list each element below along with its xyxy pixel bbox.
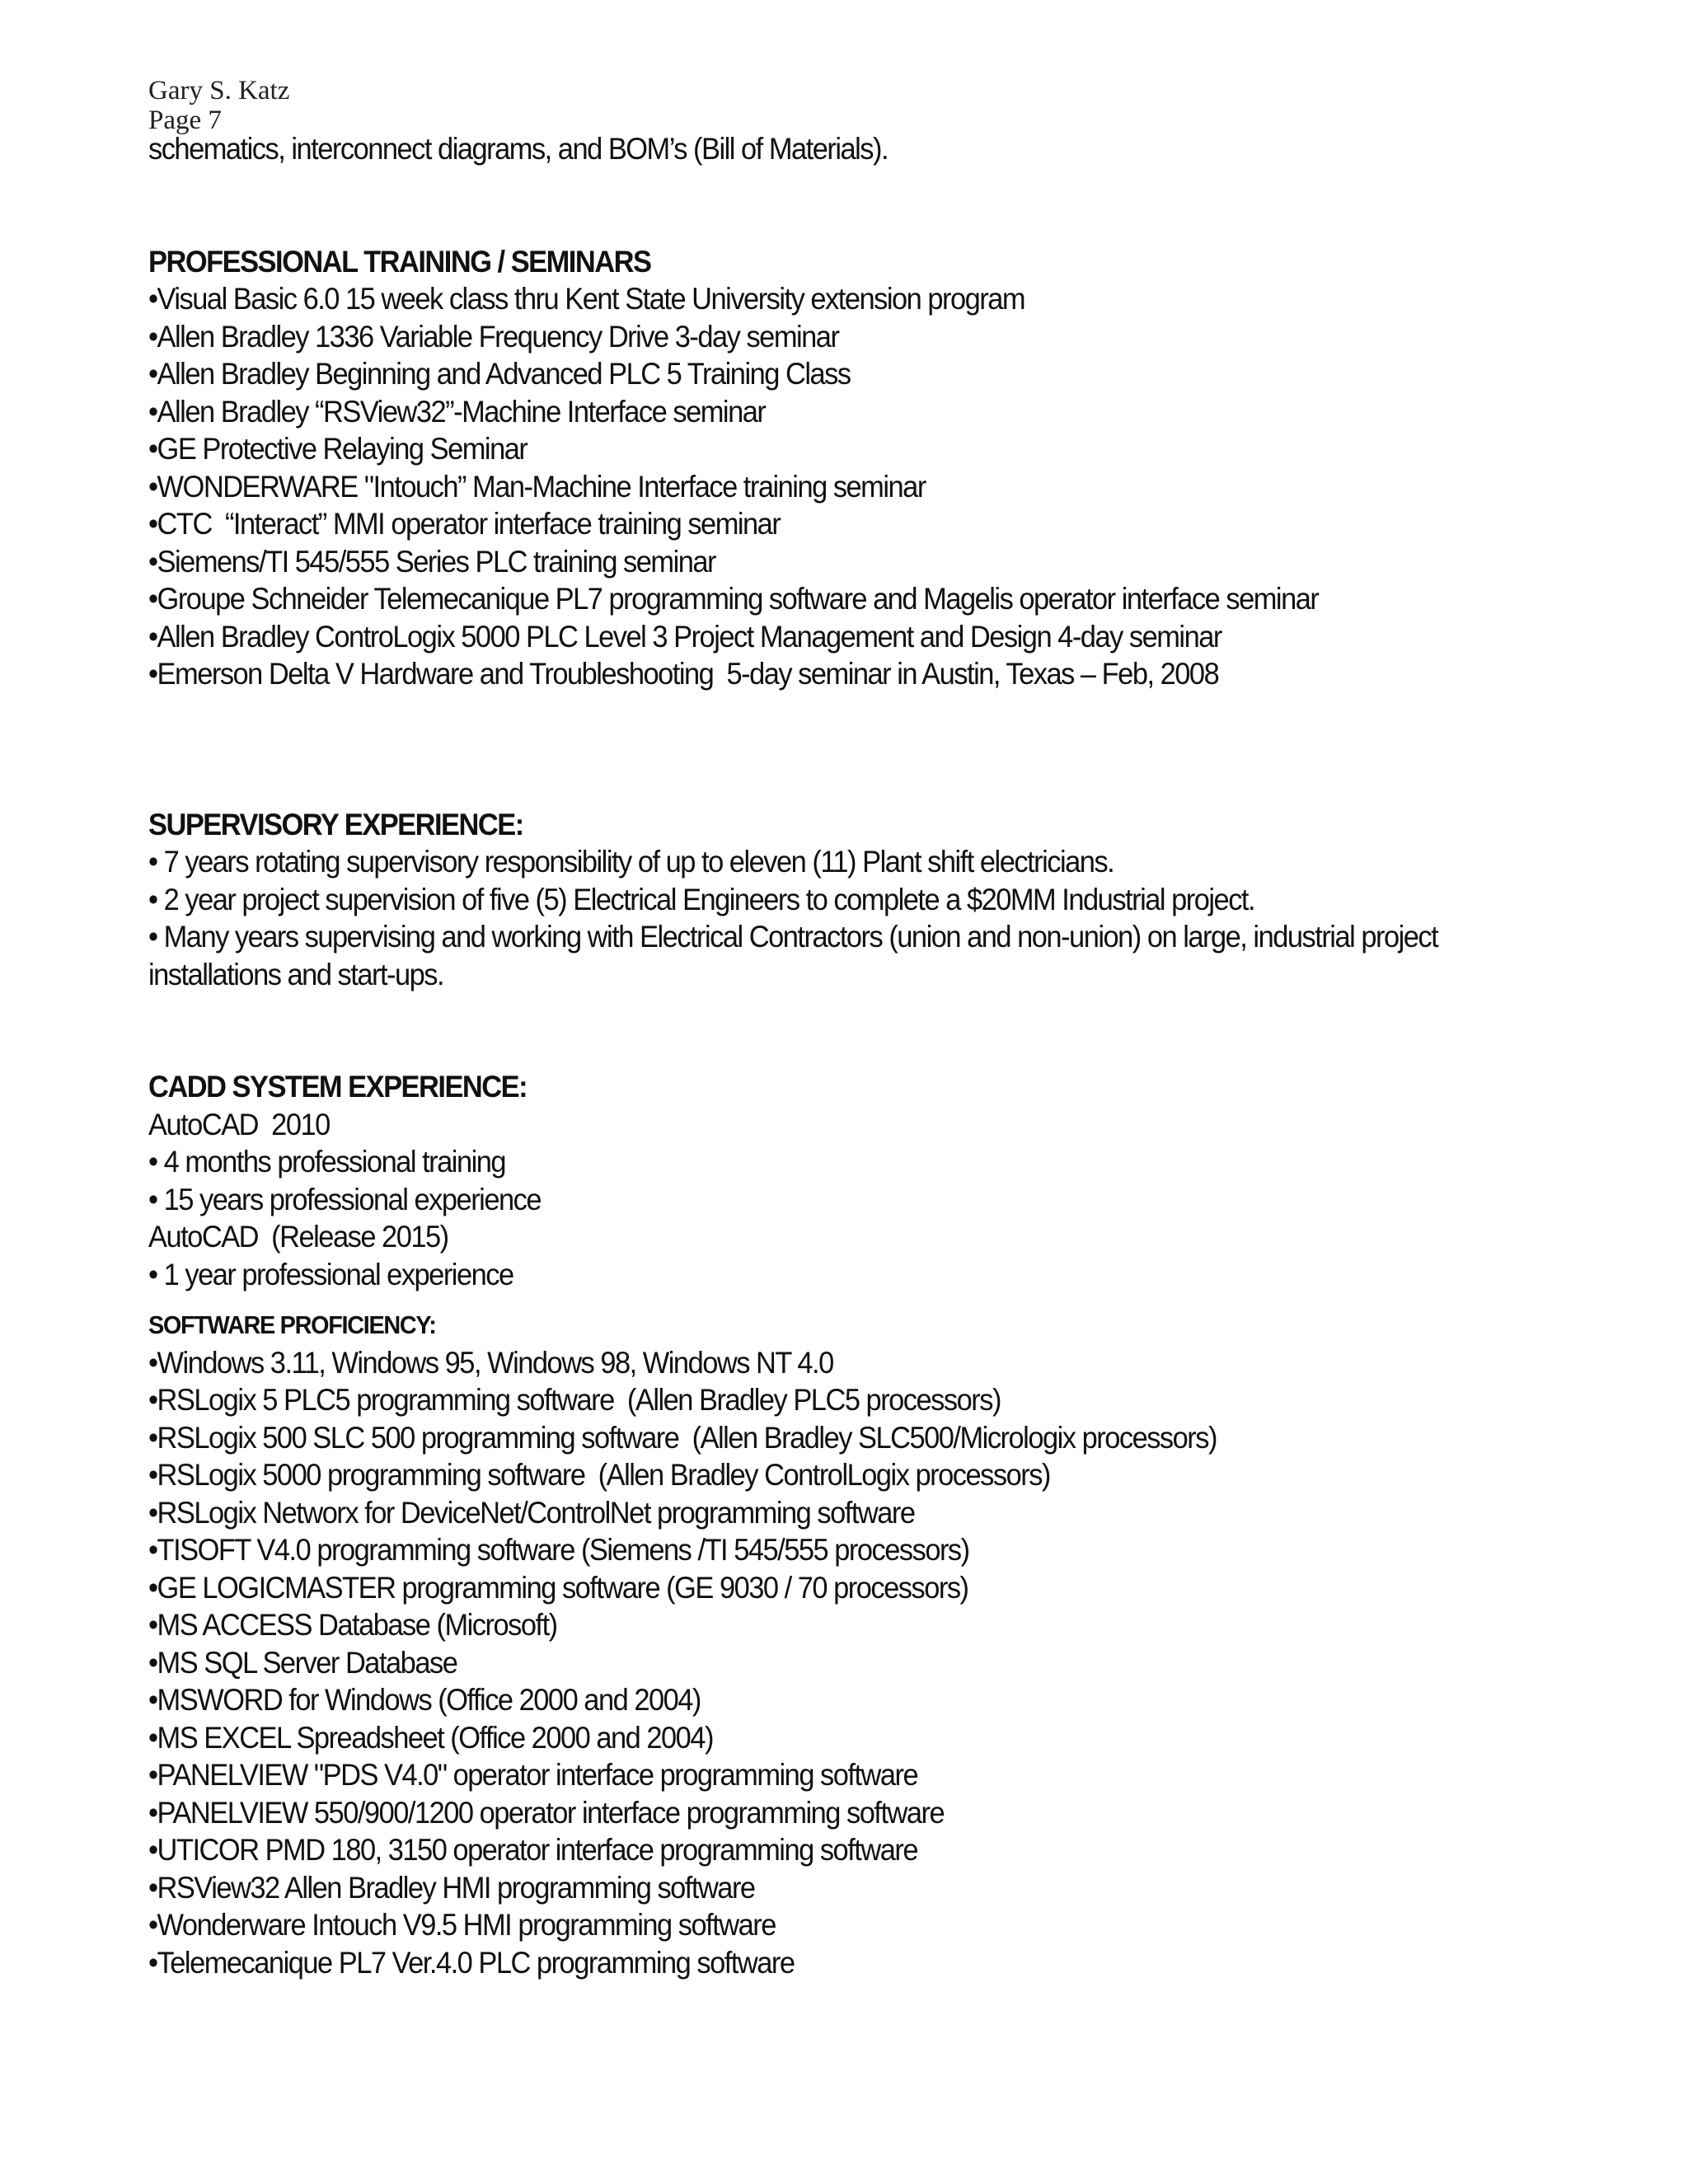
list-item: •RSLogix 5 PLC5 programming software (Allen Bradley PLC5 processors) [148,1383,1001,1417]
list-item: •RSLogix 500 SLC 500 programming software (Allen Bradley SLC500/Micrologix processors) [148,1420,1217,1455]
list-item: • 2 year project supervision of five (5) Electrical Engineers to complete a $20MM Industrial project. [148,882,1255,916]
supervisory-list [148,843,1566,993]
list-item: •GE LOGICMASTER programming software (GE 9030 / 70 processors) [148,1570,968,1605]
list-item: •Visual Basic 6.0 15 week class thru Kent State University extension program [148,282,1025,316]
continuation-text: schematics, interconnect diagrams, and BOM’s (Bill of Materials). [148,132,889,166]
list-item: •MS EXCEL Spreadsheet (Office 2000 and 2004) [148,1720,713,1755]
list-item: installations and start-ups. [148,957,444,991]
list-item: • Many years supervising and working with Electrical Contractors (union and non-union) on large, industrial project [148,920,1438,954]
list-item: •Allen Bradley “RSView32”-Machine Interface seminar [148,394,766,429]
list-item: •Groupe Schneider Telemecanique PL7 programming software and Magelis operator interface seminar [148,582,1319,616]
list-item: •Allen Bradley Beginning and Advanced PLC 5 Training Class [148,357,851,391]
resume-page [148,76,1566,1981]
software-section [148,1306,1566,1981]
page-number: Page 7 [148,105,222,135]
list-item: •Allen Bradley ControLogix 5000 PLC Level 3 Project Management and Design 4-day seminar [148,619,1221,654]
cadd-line: • 1 year professional experience [148,1257,513,1291]
list-item: •Emerson Delta V Hardware and Troubleshooting 5-day seminar in Austin, Texas – Feb, 2008 [148,657,1219,691]
training-section [148,243,1566,693]
cadd-section [148,1068,1566,1293]
list-item: •Wonderware Intouch V9.5 HMI programming software [148,1908,776,1942]
software-heading: SOFTWARE PROFICIENCY: [148,1310,436,1339]
supervisory-heading: SUPERVISORY EXPERIENCE: [148,807,523,841]
list-item: •CTC “Interact” MMI operator interface training seminar [148,507,781,541]
cadd-line: AutoCAD 2010 [148,1107,330,1141]
cadd-line: • 15 years professional experience [148,1182,542,1216]
list-item: •GE Protective Relaying Seminar [148,432,528,466]
supervisory-section [148,806,1566,994]
cadd-line: • 4 months professional training [148,1145,506,1179]
list-item: •UTICOR PMD 180, 3150 operator interface programming software [148,1833,917,1867]
author-name: Gary S. Katz [148,76,290,105]
software-list [148,1344,1566,1982]
list-item: • 7 years rotating supervisory responsibility of up to eleven (11) Plant shift electricians. [148,845,1114,879]
list-item: •PANELVIEW "PDS V4.0" operator interface programming software [148,1758,918,1792]
list-item: •WONDERWARE "Intouch” Man-Machine Interface training seminar [148,469,926,504]
list-item: •Allen Bradley 1336 Variable Frequency Drive 3-day seminar [148,319,839,354]
list-item: •Windows 3.11, Windows 95, Windows 98, Windows NT 4.0 [148,1345,833,1380]
training-heading: PROFESSIONAL TRAINING / SEMINARS [148,244,651,279]
list-item: •TISOFT V4.0 programming software (Siemens /TI 545/555 processors) [148,1533,969,1567]
list-item: •Siemens/TI 545/555 Series PLC training seminar [148,544,716,579]
list-item: •RSView32 Allen Bradley HMI programming software [148,1870,755,1905]
list-item: •MS ACCESS Database (Microsoft) [148,1608,557,1642]
cadd-heading: CADD SYSTEM EXPERIENCE: [148,1070,528,1104]
list-item: •RSLogix Networx for DeviceNet/ControlNet programming software [148,1495,915,1530]
list-item: •PANELVIEW 550/900/1200 operator interface programming software [148,1795,945,1830]
training-list [148,280,1566,693]
list-item: •Telemecanique PL7 Ver.4.0 PLC programming software [148,1945,795,1980]
cadd-line: AutoCAD (Release 2015) [148,1220,448,1254]
list-item: •MS SQL Server Database [148,1645,457,1680]
page-header [148,76,1566,135]
list-item: •MSWORD for Windows (Office 2000 and 2004) [148,1683,701,1717]
list-item: •RSLogix 5000 programming software (Allen Bradley ControlLogix processors) [148,1458,1050,1492]
